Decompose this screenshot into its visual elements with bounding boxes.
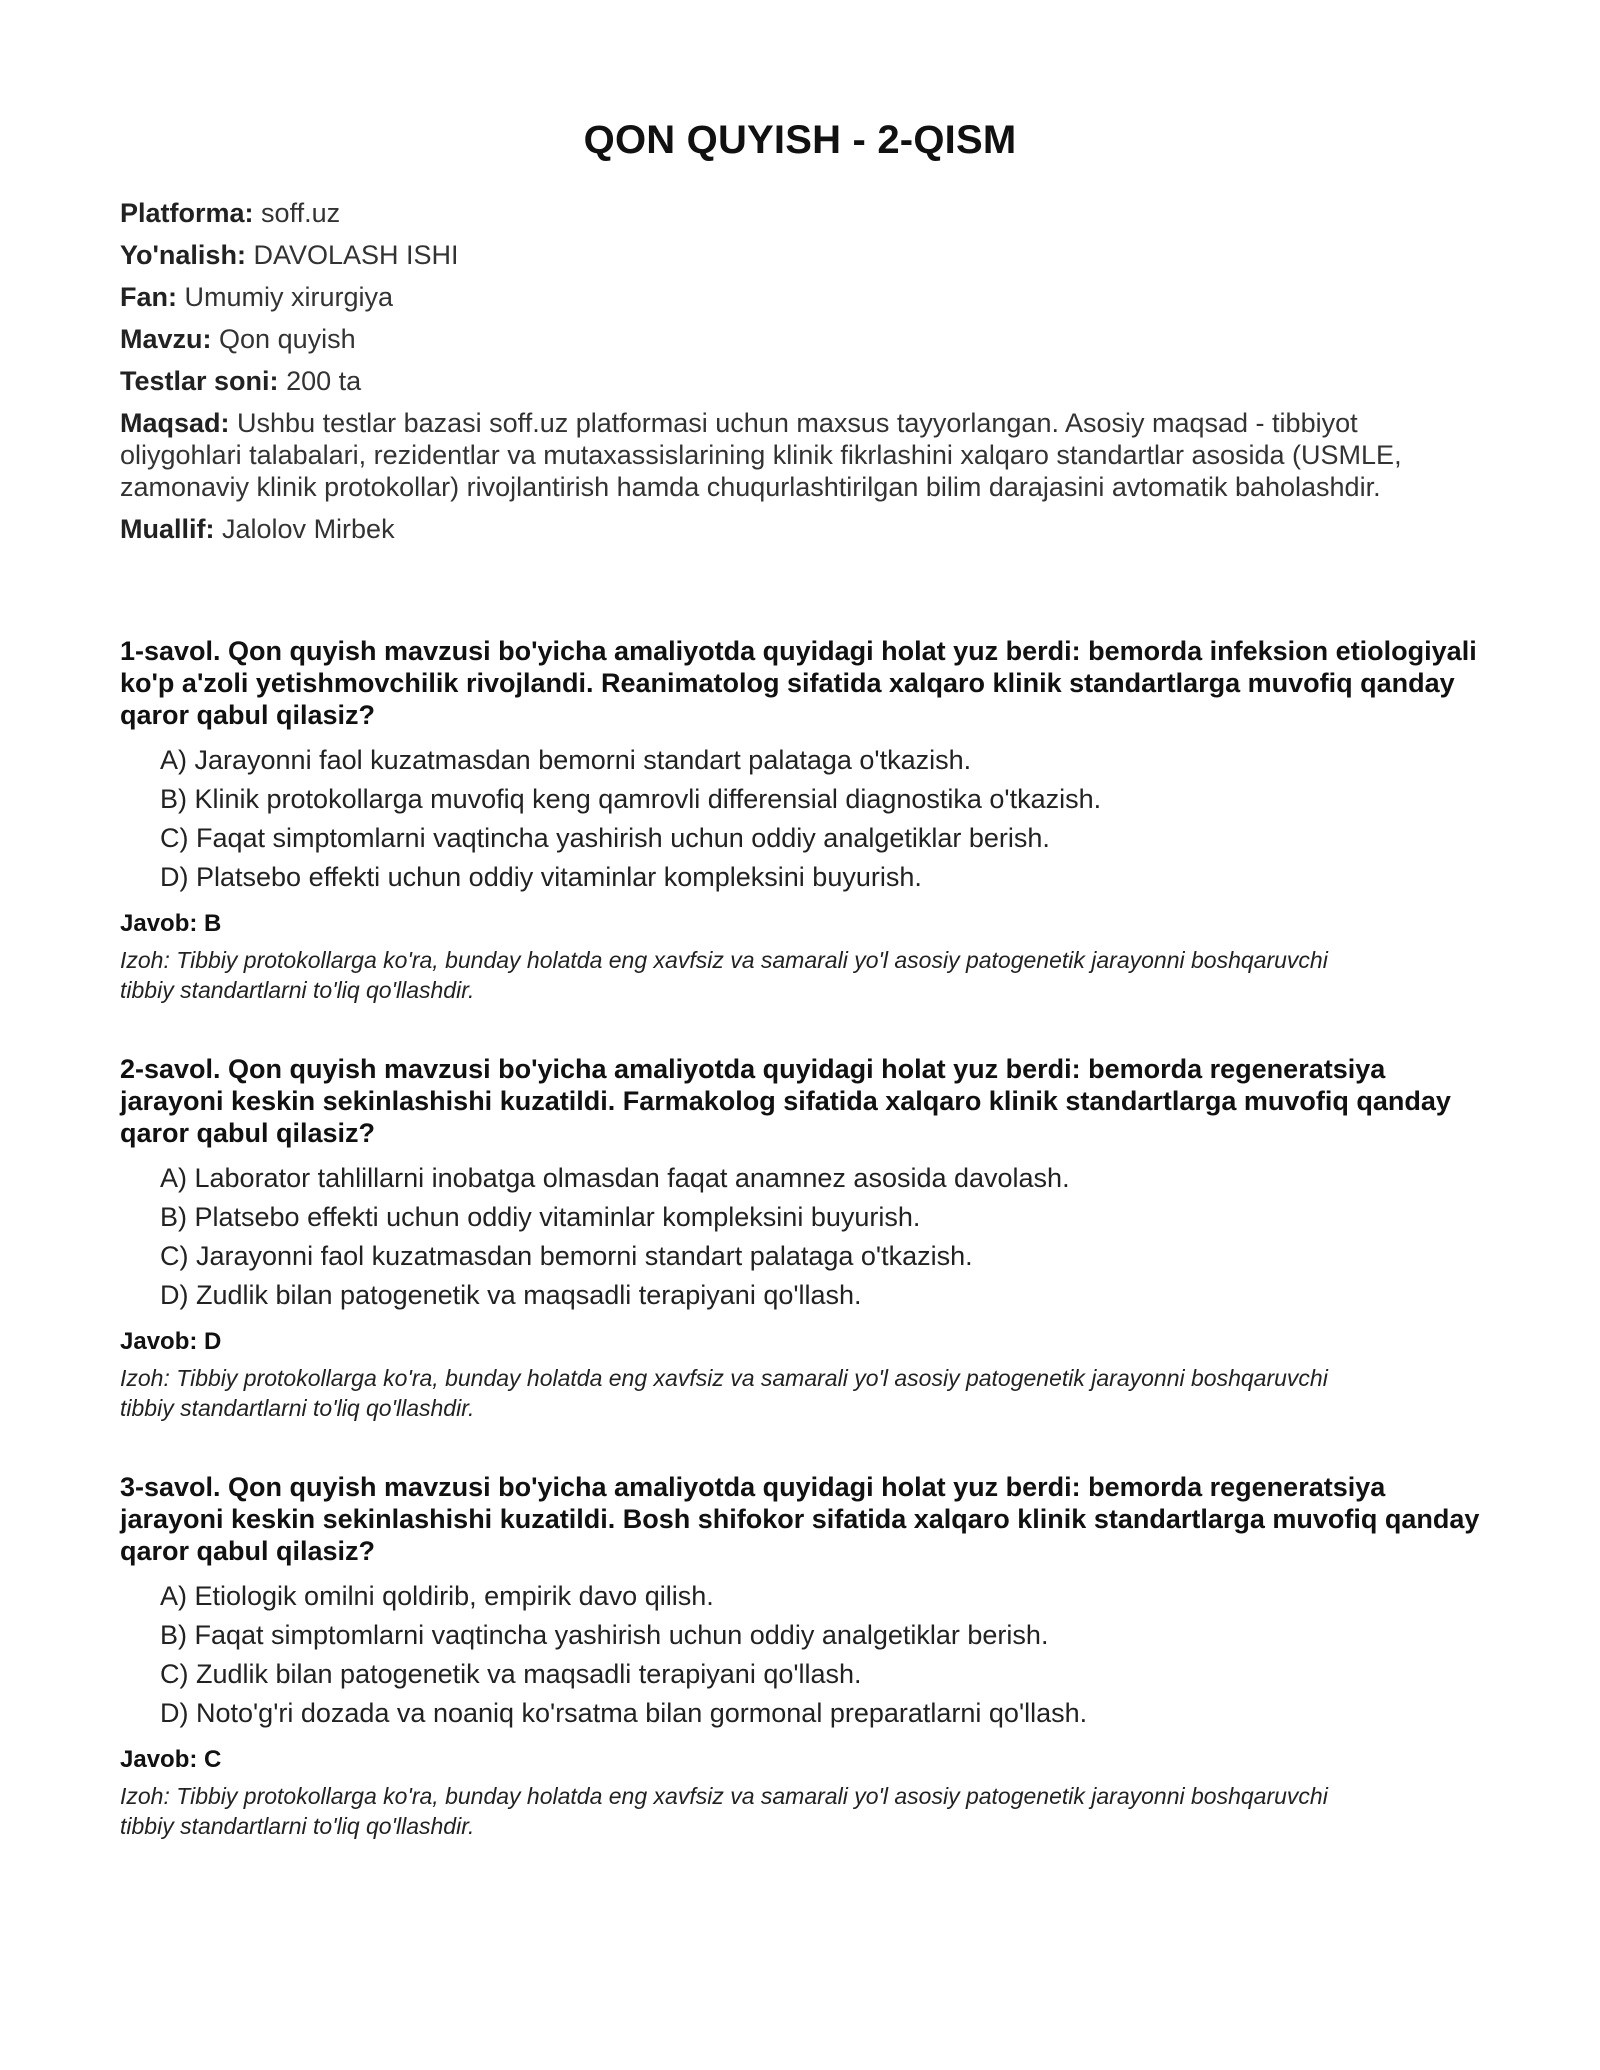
meta-label: Testlar soni:	[120, 366, 279, 396]
meta-muallif	[120, 513, 1480, 545]
option-d: D) Noto'g'ri dozada va noaniq ko'rsatma bilan gormonal preparatlarni qo'llash.	[160, 1698, 1088, 1728]
option-list	[120, 1159, 1480, 1315]
explanation-note: Izoh: Tibbiy protokollarga ko'ra, bunday holatda eng xavfsiz va samarali yo'l asosiy patogenetik jarayonni boshqaruvchi tibbiy standartlarni to'liq qo'llashdir.	[120, 1783, 1328, 1839]
question-item	[120, 635, 1480, 1005]
meta-value: Umumiy xirurgiya	[184, 282, 394, 312]
meta-value: 200 ta	[286, 366, 362, 396]
option-c: C) Zudlik bilan patogenetik va maqsadli terapiyani qo'llash.	[160, 1659, 862, 1689]
meta-label: Platforma:	[120, 198, 254, 228]
explanation-note: Izoh: Tibbiy protokollarga ko'ra, bunday holatda eng xavfsiz va samarali yo'l asosiy patogenetik jarayonni boshqaruvchi tibbiy standartlarni to'liq qo'llashdir.	[120, 947, 1328, 1003]
question-item	[120, 1053, 1480, 1423]
option-c: C) Faqat simptomlarni vaqtincha yashirish uchun oddiy analgetiklar berish.	[160, 823, 1050, 853]
meta-platforma	[120, 197, 1480, 229]
question-text: 1-savol. Qon quyish mavzusi bo'yicha amaliyotda quyidagi holat yuz berdi: bemorda infeksion etiologiyali ko'p a'zoli yetishmovchilik rivojlandi. Reanimatolog sifatida xalqaro klinik standartlarga muvofiq qanday qaror qabul qilasiz?	[120, 636, 1477, 730]
meta-mavzu	[120, 323, 1480, 355]
answer-label: Javob: D	[120, 1328, 222, 1355]
meta-label: Muallif:	[120, 514, 215, 544]
meta-value: DAVOLASH ISHI	[253, 240, 459, 270]
option-b: B) Platsebo effekti uchun oddiy vitaminlar kompleksini buyurish.	[160, 1202, 921, 1232]
option-d: D) Platsebo effekti uchun oddiy vitaminlar kompleksini buyurish.	[160, 862, 922, 892]
explanation-note: Izoh: Tibbiy protokollarga ko'ra, bunday holatda eng xavfsiz va samarali yo'l asosiy patogenetik jarayonni boshqaruvchi tibbiy standartlarni to'liq qo'llashdir.	[120, 1365, 1328, 1421]
meta-value: Qon quyish	[219, 324, 356, 354]
option-a: A) Etiologik omilni qoldirib, empirik davo qilish.	[160, 1581, 714, 1611]
meta-testlar-soni	[120, 365, 1480, 397]
meta-label: Fan:	[120, 282, 177, 312]
option-d: D) Zudlik bilan patogenetik va maqsadli terapiyani qo'llash.	[160, 1280, 862, 1310]
meta-label: Maqsad:	[120, 408, 230, 438]
option-b: B) Faqat simptomlarni vaqtincha yashirish uchun oddiy analgetiklar berish.	[160, 1620, 1049, 1650]
document-title: QON QUYISH - 2-QISM	[583, 118, 1017, 162]
option-b: B) Klinik protokollarga muvofiq keng qamrovli differensial diagnostika o'tkazish.	[160, 784, 1102, 814]
answer-label: Javob: B	[120, 910, 222, 937]
meta-value: soff.uz	[261, 198, 341, 228]
meta-yonalish	[120, 239, 1480, 271]
meta-label: Yo'nalish:	[120, 240, 246, 270]
question-text: 3-savol. Qon quyish mavzusi bo'yicha amaliyotda quyidagi holat yuz berdi: bemorda regeneratsiya jarayoni keskin sekinlashishi kuzatildi. Bosh shifokor sifatida xalqaro klinik standartlarga muvofiq qanday qaror qabul qilasiz?	[120, 1472, 1480, 1566]
answer-label: Javob: C	[120, 1746, 222, 1773]
option-list	[120, 741, 1480, 897]
option-a: A) Jarayonni faol kuzatmasdan bemorni standart palataga o'tkazish.	[160, 745, 972, 775]
meta-value: Ushbu testlar bazasi soff.uz platformasi uchun maxsus tayyorlangan. Asosiy maqsad - tibbiyot oliygohlari talabalari, rezidentlar va mutaxassislarining klinik fikrlashini xalqaro standartlar asosida (USMLE, zamonaviy klinik protokollar) rivojlantirish hamda chuqurlashtirilgan bilim darajasini avtomatik baholashdir.	[120, 408, 1402, 502]
meta-maqsad	[120, 407, 1480, 503]
meta-label: Mavzu:	[120, 324, 212, 354]
document-meta	[120, 197, 1480, 545]
question-item	[120, 1471, 1480, 1841]
option-list	[120, 1577, 1480, 1733]
option-c: C) Jarayonni faol kuzatmasdan bemorni standart palataga o'tkazish.	[160, 1241, 973, 1271]
meta-fan	[120, 281, 1480, 313]
option-a: A) Laborator tahlillarni inobatga olmasdan faqat anamnez asosida davolash.	[160, 1163, 1070, 1193]
question-text: 2-savol. Qon quyish mavzusi bo'yicha amaliyotda quyidagi holat yuz berdi: bemorda regeneratsiya jarayoni keskin sekinlashishi kuzatildi. Farmakolog sifatida xalqaro klinik standartlarga muvofiq qanday qaror qabul qilasiz?	[120, 1054, 1451, 1148]
question-list	[120, 635, 1480, 1841]
meta-value: Jalolov Mirbek	[222, 514, 395, 544]
